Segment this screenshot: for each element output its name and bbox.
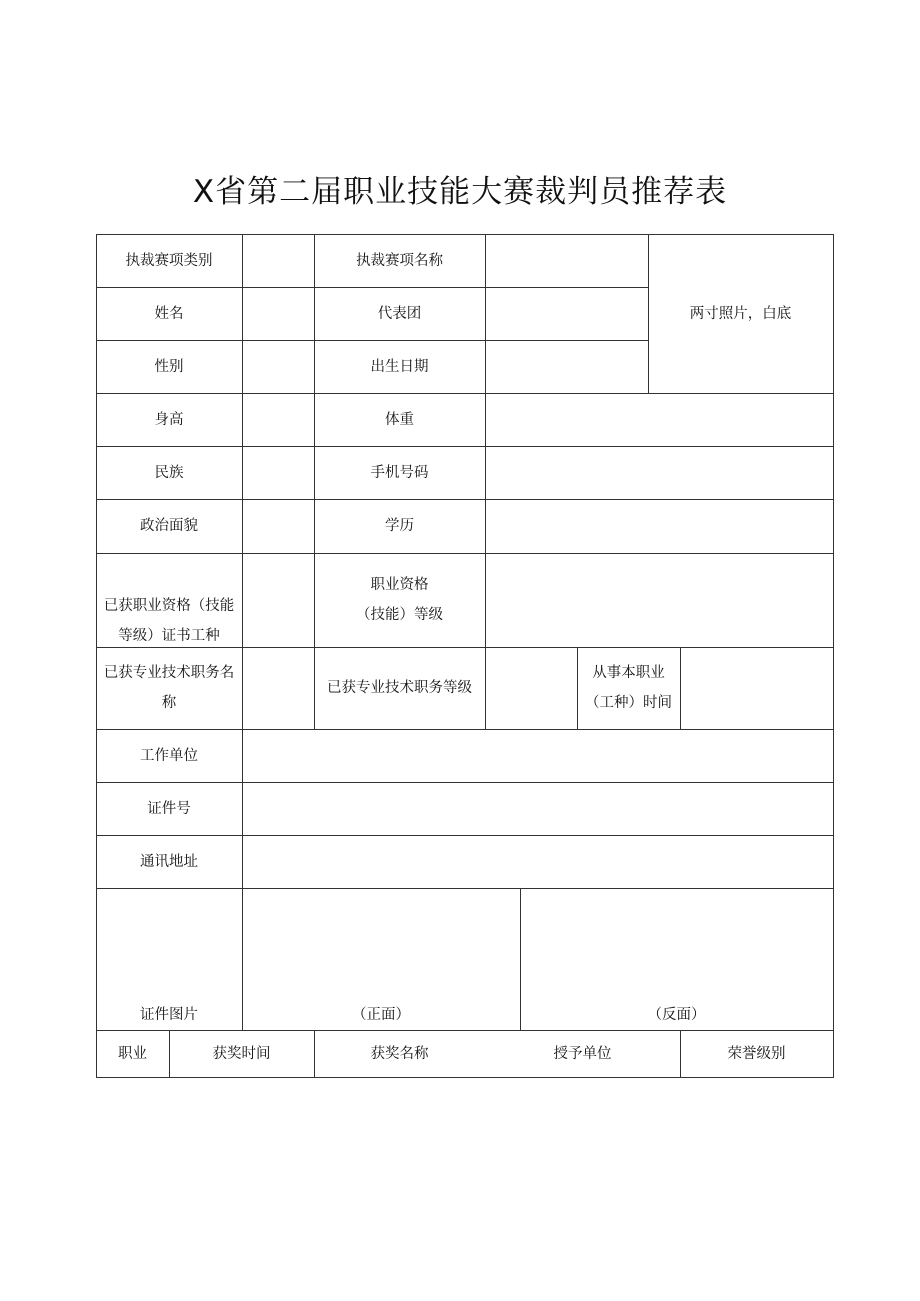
- height-label: 身高: [154, 411, 184, 428]
- name-field[interactable]: [242, 287, 314, 340]
- qualification-trade-label-line2: 等级）证书工种: [118, 628, 220, 644]
- awards-occupation-header: 职业: [118, 1045, 147, 1062]
- photo-placeholder[interactable]: 两寸照片，白底: [689, 305, 792, 322]
- education-label: 学历: [385, 518, 414, 534]
- qualification-level-label: [314, 553, 485, 647]
- address-label: 通讯地址: [140, 853, 198, 870]
- awards-time-header: 获奖时间: [212, 1045, 271, 1062]
- birth-date-field[interactable]: [485, 340, 648, 393]
- gender-label: 性别: [154, 358, 184, 375]
- weight-field[interactable]: [485, 393, 833, 446]
- qualification-level-label-line1: 职业资格: [370, 577, 429, 593]
- event-name-label: 执裁赛项名称: [356, 252, 443, 269]
- qualification-trade-label: [96, 553, 242, 647]
- name-label: 姓名: [154, 305, 184, 322]
- qualification-trade-label-line1: 已获职业资格（技能: [103, 598, 235, 614]
- phone-label: 手机号码: [370, 464, 429, 481]
- years-field[interactable]: [680, 647, 833, 729]
- delegation-field[interactable]: [485, 287, 648, 340]
- political-label: 政治面貌: [140, 518, 198, 534]
- weight-label: 体重: [385, 411, 414, 428]
- tech-title-level-field[interactable]: [485, 647, 577, 729]
- years-label-line2: （工种）时间: [585, 695, 672, 711]
- awards-name-header: 获奖名称: [370, 1045, 429, 1062]
- qualification-level-field[interactable]: [485, 553, 833, 647]
- phone-field[interactable]: [485, 446, 833, 499]
- id-number-label: 证件号: [147, 800, 191, 817]
- ethnicity-field[interactable]: [242, 446, 314, 499]
- workplace-label: 工作单位: [140, 747, 198, 764]
- event-category-label: 执裁赛项类别: [125, 252, 213, 269]
- tech-title-name-label-line1: 已获专业技术职务名: [103, 665, 235, 681]
- qualification-trade-field[interactable]: [242, 553, 314, 647]
- ethnicity-label: 民族: [154, 464, 184, 481]
- page-title: X省第二届职业技能大赛裁判员推荐表: [192, 174, 728, 210]
- delegation-label: 代表团: [377, 305, 422, 322]
- years-label: [577, 647, 680, 729]
- awards-level-header: 荣誉级别: [727, 1045, 786, 1062]
- awards-unit-header: 授予单位: [553, 1045, 612, 1062]
- birth-date-label: 出生日期: [370, 358, 429, 375]
- height-field[interactable]: [242, 393, 314, 446]
- address-field[interactable]: [242, 835, 833, 888]
- id-number-field[interactable]: [242, 782, 833, 835]
- event-category-field[interactable]: [242, 234, 314, 287]
- tech-title-name-label: [96, 647, 242, 729]
- education-field[interactable]: [485, 499, 833, 553]
- tech-title-name-field[interactable]: [242, 647, 314, 729]
- event-name-field[interactable]: [485, 234, 648, 287]
- id-photo-front[interactable]: （正面）: [352, 1007, 410, 1023]
- id-photo-back[interactable]: （反面）: [647, 1007, 706, 1023]
- workplace-field[interactable]: [242, 729, 833, 782]
- gender-field[interactable]: [242, 340, 314, 393]
- tech-title-name-label-line2: 称: [161, 695, 177, 711]
- qualification-level-label-line2: （技能）等级: [356, 607, 443, 623]
- tech-title-level-label: 已获专业技术职务等级: [327, 680, 472, 696]
- political-field[interactable]: [242, 499, 314, 553]
- id-photo-label: 证件图片: [140, 1007, 198, 1023]
- years-label-line1: 从事本职业: [592, 665, 665, 681]
